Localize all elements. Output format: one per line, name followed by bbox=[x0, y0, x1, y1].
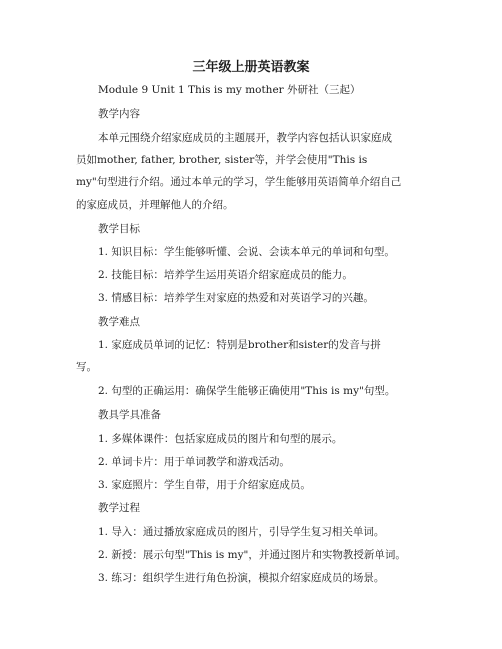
document-title: 三年级上册英语教案 bbox=[192, 60, 310, 75]
section-heading-difficulties: 教学难点 bbox=[98, 316, 140, 328]
list-item: 3. 情感目标：培养学生对家庭的热爱和对英语学习的兴趣。 bbox=[98, 292, 374, 304]
list-item: 2. 句型的正确运用：确保学生能够正确使用"This is my"句型。 bbox=[98, 385, 396, 397]
list-item: 1. 家庭成员单词的记忆：特别是brother和sister的发音与拼 bbox=[98, 339, 381, 351]
section-heading-objectives: 教学目标 bbox=[98, 223, 140, 235]
list-item: 2. 技能目标：培养学生运用英语介绍家庭成员的能力。 bbox=[98, 269, 353, 281]
list-item-continuation: 写。 bbox=[76, 361, 97, 373]
list-item: 3. 练习：组织学生进行角色扮演，模拟介绍家庭成员的场景。 bbox=[98, 572, 385, 584]
list-item: 1. 知识目标：学生能够听懂、会说、会读本单元的单词和句型。 bbox=[98, 246, 395, 258]
paragraph-line: my"句型进行介绍。通过本单元的学习，学生能够用英语简单介绍自己 bbox=[76, 176, 402, 188]
list-item: 1. 多媒体课件：包括家庭成员的图片和句型的展示。 bbox=[98, 433, 343, 445]
list-item: 2. 单词卡片：用于单词教学和游戏活动。 bbox=[98, 456, 290, 468]
paragraph-line: 的家庭成员，并理解他人的介绍。 bbox=[76, 199, 234, 211]
paragraph-line: 本单元围绕介绍家庭成员的主题展开，教学内容包括认识家庭成 bbox=[98, 132, 392, 144]
section-heading-content: 教学内容 bbox=[98, 108, 140, 120]
paragraph-line: 员如mother, father, brother, sister等，并学会使用"This is bbox=[76, 154, 368, 166]
list-item: 1. 导入：通过播放家庭成员的图片，引导学生复习相关单词。 bbox=[98, 526, 385, 538]
section-heading-materials: 教具学具准备 bbox=[98, 409, 161, 421]
section-heading-process: 教学过程 bbox=[98, 502, 140, 514]
document-subtitle: Module 9 Unit 1 This is my mother 外研社（三起） bbox=[98, 84, 361, 96]
list-item: 2. 新授：展示句型"This is my"，并通过图片和实物教授新单词。 bbox=[98, 549, 406, 561]
list-item: 3. 家庭照片：学生自带，用于介绍家庭成员。 bbox=[98, 479, 311, 491]
